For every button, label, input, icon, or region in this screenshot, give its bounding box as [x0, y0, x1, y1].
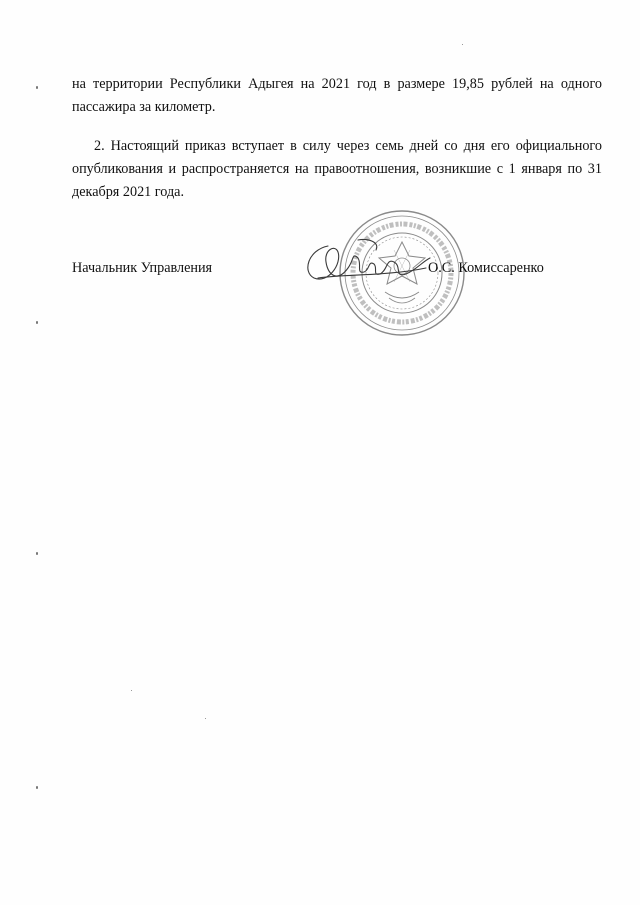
handwritten-signature — [298, 228, 438, 298]
scan-speck — [462, 44, 463, 45]
paragraph-item-2: 2. Настоящий приказ вступает в силу через семь дней со дня его официального опубликования и распространяется на правоотношения, возникшие с 1 января по 31 декабря 2021 года. — [72, 138, 602, 200]
scan-speck — [36, 552, 38, 555]
scan-speck — [205, 718, 206, 719]
scan-speck — [131, 690, 132, 691]
paragraph-continuation: на территории Республики Адыгея на 2021 год в размере 19,85 рублей на одного пассажира за километр. — [72, 76, 602, 115]
scan-speck — [36, 86, 38, 89]
scan-speck — [36, 321, 38, 324]
signatory-name: О.С. Комиссаренко — [428, 260, 544, 276]
signatory-position: Начальник Управления — [72, 260, 213, 276]
scan-speck — [36, 786, 38, 789]
